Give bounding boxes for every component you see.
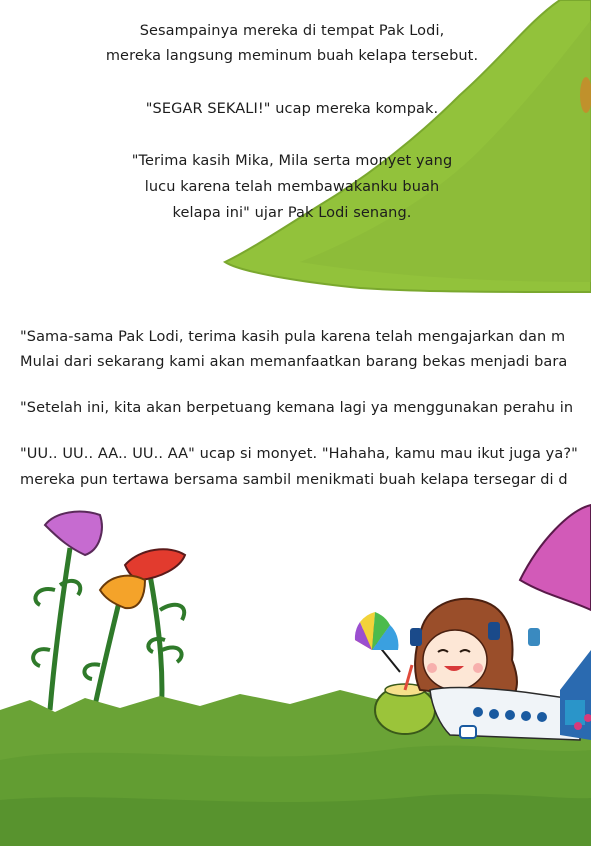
story-line-top-5: lucu karena telah membawakanku buah — [144, 179, 440, 195]
story-line-top-6: kelapa ini" ujar Pak Lodi senang. — [172, 205, 412, 221]
story-line-mid-3: "Setelah ini, kita akan berpetuang kemana lagi ya menggunakan perahu in — [20, 400, 574, 416]
story-line-mid-4: "UU.. UU.. AA.. UU.. AA" ucap si monyet. "Hahaha, kamu mau ikut juga ya?" — [20, 446, 578, 462]
story-line-top-2: mereka langsung meminum buah kelapa tersebut. — [105, 48, 479, 64]
story-line-top-1: Sesampainya mereka di tempat Pak Lodi, — [139, 23, 445, 39]
story-line-mid-2: Mulai dari sekarang kami akan memanfaatkan barang bekas menjadi bara — [20, 354, 568, 370]
story-line-mid-5: mereka pun tertawa bersama sambil menikmati buah kelapa tersegar di d — [20, 472, 568, 488]
tree-illustration — [225, 0, 591, 292]
umbrella-illustration — [355, 612, 400, 672]
story-line-mid-1: "Sama-sama Pak Lodi, terima kasih pula karena telah mengajarkan dan m — [20, 329, 566, 345]
story-line-top-4: "Terima kasih Mika, Mila serta monyet yang — [131, 153, 453, 169]
story-line-top-3: "SEGAR SEKALI!" ucap mereka kompak. — [145, 101, 439, 117]
